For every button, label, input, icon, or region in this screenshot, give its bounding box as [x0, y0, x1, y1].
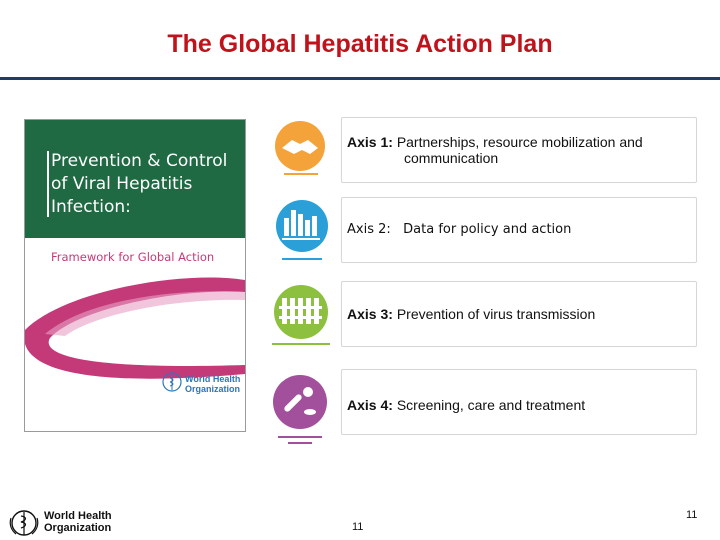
who-logo-icon [8, 508, 40, 538]
cover-subtitle: Framework for Global Action [51, 250, 215, 264]
who-emblem-icon [162, 372, 182, 392]
footer-org-name: World Health Organization [44, 510, 112, 534]
axis-3-label: Axis 3: [347, 306, 393, 322]
cover-org-name: World Health Organization [185, 374, 241, 394]
axis-3-description: Prevention of virus transmission [396, 306, 596, 322]
axis-2-label: Axis 2: [347, 222, 391, 237]
cover-title: Prevention & Control of Viral Hepatitis Infection: [51, 151, 228, 217]
axis-2-card [341, 197, 697, 263]
page-number-right: 11 [686, 509, 698, 521]
axis-4-description: Screening, care and treatment [396, 397, 586, 413]
axis-1-card [341, 117, 697, 183]
axis-1-description-cont: communication [404, 150, 499, 166]
axis-1-description: Partnerships, resource mobilization and [396, 134, 643, 150]
cover-swoosh-graphic [25, 270, 245, 390]
cover-accent-bar [47, 151, 49, 217]
axis-3-text [347, 306, 595, 322]
medicine-icon [268, 370, 332, 452]
fence-icon [268, 282, 334, 348]
report-cover [24, 119, 246, 432]
axis-4-text [347, 397, 585, 413]
slide-title: The Global Hepatitis Action Plan [167, 30, 553, 58]
axis-2-text [347, 222, 571, 237]
title-divider [0, 77, 720, 80]
handshake-icon [270, 118, 330, 180]
page-number-center: 11 [352, 521, 364, 533]
axis-4-card [341, 369, 697, 435]
axis-3-card [341, 281, 697, 347]
axis-2-description: Data for policy and action [403, 222, 572, 237]
axis-1-text [347, 134, 643, 166]
axis-4-label: Axis 4: [347, 397, 393, 413]
axis-1-label: Axis 1: [347, 134, 393, 150]
bar-chart-icon [272, 198, 332, 264]
